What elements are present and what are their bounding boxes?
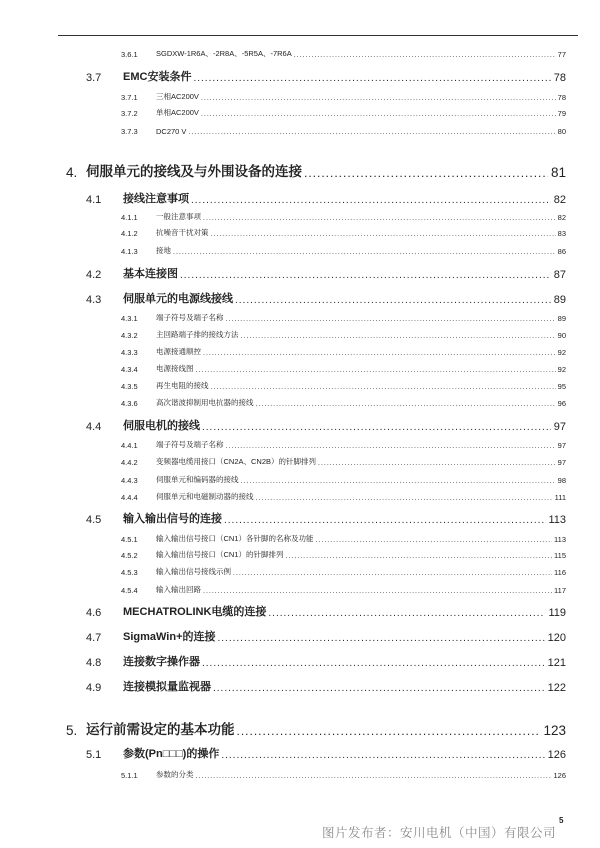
toc-entry-title: 抗噪音干扰对策 [156,228,209,237]
toc-entry-level2 [86,190,566,206]
toc-entry-title: 电源接通顺控 [156,347,201,356]
dot-leader [235,295,551,306]
toc-entry-number: 4.1.2 [121,229,138,238]
toc-entry-title: 端子符号及端子名称 [156,313,224,322]
dot-leader [241,333,556,340]
dot-leader [203,350,556,357]
toc-entry-level3 [121,208,566,222]
toc-entry-title: 输入输出回路 [156,585,201,594]
toc-entry-level3 [121,394,566,408]
dot-leader [188,129,555,136]
toc-entry-number: 5.1 [86,749,102,761]
toc-entry-number: 4.4.3 [121,476,138,485]
dot-leader [218,633,545,644]
toc-entry-page: 82 [553,194,566,206]
dot-leader [237,724,541,738]
toc-entry-page: 119 [548,607,566,619]
toc-entry-number: 4.5.1 [121,535,138,544]
toc-entry-page: 83 [557,229,566,238]
toc-entry-title: 接线注意事项 [123,193,189,205]
toc-entry-title: DC270 V [156,127,187,136]
dot-leader [221,750,544,761]
toc-entry-title: EMC安装条件 [123,71,192,83]
toc-entry-level3 [121,45,566,59]
toc-entry-page: 97 [557,458,566,467]
dot-leader [203,215,556,222]
toc-entry-page: 126 [553,771,566,780]
toc-entry-page: 98 [557,476,566,485]
toc-entry-number: 3.7.1 [121,93,138,102]
toc-entry-level2 [86,653,566,669]
toc-entry-level2 [86,510,566,526]
toc-entry-level3 [121,488,566,502]
toc-entry-title: 主回路端子排的接线方法 [156,330,239,339]
toc-entry-level2 [86,290,566,306]
toc-entry-number: 4.9 [86,682,102,694]
toc-entry-level1 [66,162,566,180]
toc-entry-page: 116 [554,568,566,577]
dot-leader [211,231,556,238]
toc-entry-page: 120 [547,632,566,644]
toc-entry-level3 [121,88,566,102]
toc-entry-level1 [66,720,566,738]
toc-entry-level3 [121,104,566,118]
toc-entry-level3 [121,242,566,256]
dot-leader [202,422,551,433]
toc-entry-page: 79 [557,109,566,118]
toc-entry-page: 77 [557,50,566,59]
toc-entry-number: 3.7 [86,72,102,84]
toc-entry-title: 基本连接图 [123,268,178,280]
dot-leader [196,773,552,780]
toc-entry-page: 89 [553,294,566,306]
toc-entry-title: 单相AC200V [156,108,199,117]
toc-entry-title: 伺服单元和编码器的接线 [156,475,239,484]
dot-leader [286,553,553,560]
toc-entry-level2 [86,628,566,644]
toc-entry-number: 4.8 [86,657,102,669]
toc-entry-title: 电源接线图 [156,364,194,373]
toc-entry-level3 [121,309,566,323]
toc-entry-title: 伺服单元的接线及与外围设备的连接 [86,164,302,179]
toc-entry-page: 78 [553,72,566,84]
toc-entry-page: 96 [557,399,566,408]
dot-leader [193,73,550,84]
toc-entry-number: 5. [66,723,78,738]
dot-leader [268,608,545,619]
toc-entry-number: 4.4.2 [121,458,138,467]
toc-entry-level2 [86,417,566,433]
toc-entry-page: 113 [548,514,566,526]
toc-entry-number: 4.3 [86,294,102,306]
toc-entry-level3 [121,377,566,391]
dot-leader [180,270,551,281]
dot-leader [213,683,545,694]
toc-entry-page: 80 [557,127,566,136]
toc-entry-number: 4.3.6 [121,399,138,408]
toc-entry-number: 4.3.2 [121,331,138,340]
toc-entry-level2 [86,265,566,281]
toc-entry-number: 4.3.5 [121,382,138,391]
toc-entry-title: SGDXW-1R6A、-2R8A、-5R5A、-7R6A [156,49,292,58]
toc-entry-page: 78 [557,93,566,102]
toc-entry-title: 参数(Pn□□□)的操作 [123,748,220,760]
dot-leader [226,316,556,323]
toc-entry-page: 89 [557,314,566,323]
toc-entry-title: 输入输出信号接口（CN1）的针脚排列 [156,550,284,559]
toc-entry-number: 5.1.1 [121,771,138,780]
dot-leader [256,495,553,502]
toc-entry-level3 [121,581,566,595]
toc-entry-page: 82 [557,213,566,222]
toc-entry-title: 连接模拟量监视器 [123,681,211,693]
toc-entry-title: 变频器电缆用接口（CN2A、CN2B）的针脚排列 [156,457,317,466]
toc-entry-title: 参数的分类 [156,770,194,779]
toc-entry-title: 输入输出信号接线示例 [156,567,231,576]
toc-entry-number: 3.6.1 [121,50,138,59]
dot-leader [233,570,552,577]
toc-entry-title: SigmaWin+的连接 [123,631,216,643]
toc-entry-level3 [121,224,566,238]
toc-entry-title: 输入输出信号的连接 [123,513,222,525]
toc-entry-page: 126 [547,749,566,761]
toc-entry-number: 4.1.1 [121,213,138,222]
dot-leader [241,478,556,485]
toc-entry-page: 95 [557,382,566,391]
toc-entry-page: 113 [554,535,566,544]
toc-entry-number: 4.3.1 [121,314,138,323]
toc-entry-title: 伺服单元和电磁制动器的接线 [156,492,254,501]
toc-entry-number: 4.3.4 [121,365,138,374]
dot-leader [256,401,556,408]
toc-entry-page: 122 [547,682,566,694]
toc-entry-level3 [121,436,566,450]
toc-entry-number: 4.6 [86,607,102,619]
toc-entry-title: 输入输出信号接口（CN1）各针脚的名称及功能 [156,534,314,543]
toc-entry-page: 97 [553,421,566,433]
toc-entry-level3 [121,471,566,485]
dot-leader [201,111,556,118]
dot-leader [201,95,556,102]
toc-entry-number: 4. [66,165,78,180]
toc-entry-level3 [121,122,566,136]
toc-entry-title: 运行前需设定的基本功能 [86,722,235,737]
toc-entry-page: 92 [557,348,566,357]
toc-entry-level3 [121,326,566,340]
toc-entry-title: 接地 [156,246,171,255]
dot-leader [203,588,552,595]
toc-entry-page: 123 [543,723,566,738]
toc-entry-page: 111 [554,493,566,502]
toc-entry-level3 [121,343,566,357]
dot-leader [173,249,556,256]
dot-leader [226,443,556,450]
toc-entry-page: 92 [557,365,566,374]
toc-entry-number: 3.7.2 [121,109,138,118]
toc-entry-level2 [86,68,566,84]
toc-entry-level2 [86,603,566,619]
toc-entry-number: 4.7 [86,632,102,644]
toc-entry-level3 [121,766,566,780]
dot-leader [211,384,556,391]
toc-entry-number: 4.4.4 [121,493,138,502]
toc-entry-level3 [121,546,566,560]
toc-entry-page: 86 [557,247,566,256]
toc-entry-number: 4.4 [86,421,102,433]
toc-entry-title: 高次谐波抑制用电抗器的接线 [156,398,254,407]
toc-entry-number: 4.4.1 [121,441,138,450]
toc-entry-level3 [121,360,566,374]
toc-entry-title: 三相AC200V [156,92,199,101]
toc-entry-title: 伺服单元的电源线接线 [123,293,233,305]
toc-entry-title: 一般注意事项 [156,212,201,221]
toc-entry-title: 连接数字操作器 [123,656,200,668]
toc-entry-level3 [121,530,566,544]
toc-entry-number: 4.5.2 [121,551,138,560]
toc-entry-level3 [121,453,566,467]
toc-entry-level3 [121,563,566,577]
toc-entry-title: 再生电阻的接线 [156,381,209,390]
dot-leader [191,195,551,206]
toc-entry-title: MECHATROLINK电缆的连接 [123,606,267,618]
dot-leader [196,367,556,374]
toc-entry-number: 4.2 [86,269,102,281]
toc-entry-page: 90 [557,331,566,340]
toc-entry-page: 87 [553,269,566,281]
toc-entry-page: 115 [554,551,566,560]
dot-leader [316,537,553,544]
toc-entry-number: 4.1.3 [121,247,138,256]
toc-entry-page: 121 [547,657,566,669]
dot-leader [202,658,545,669]
dot-leader [318,460,556,467]
toc-entry-title: 伺服电机的接线 [123,420,200,432]
toc-entry-page: 117 [554,586,566,595]
toc-entry-level2 [86,745,566,761]
toc-entry-page: 81 [550,165,566,180]
toc-entry-page: 97 [557,441,566,450]
publisher-watermark: 图片发布者：安川电机（中国）有限公司 [322,826,557,840]
dot-leader [224,515,545,526]
toc-entry-number: 4.3.3 [121,348,138,357]
toc-entry-number: 4.5 [86,514,102,526]
page-number: 5 [559,816,564,825]
dot-leader [304,166,548,180]
toc-entry-title: 端子符号及端子名称 [156,440,224,449]
toc-entry-number: 3.7.3 [121,127,138,136]
toc-entry-number: 4.1 [86,194,102,206]
toc-entry-number: 4.5.3 [121,568,138,577]
dot-leader [294,52,556,59]
toc-entry-number: 4.5.4 [121,586,138,595]
toc-entry-level2 [86,678,566,694]
